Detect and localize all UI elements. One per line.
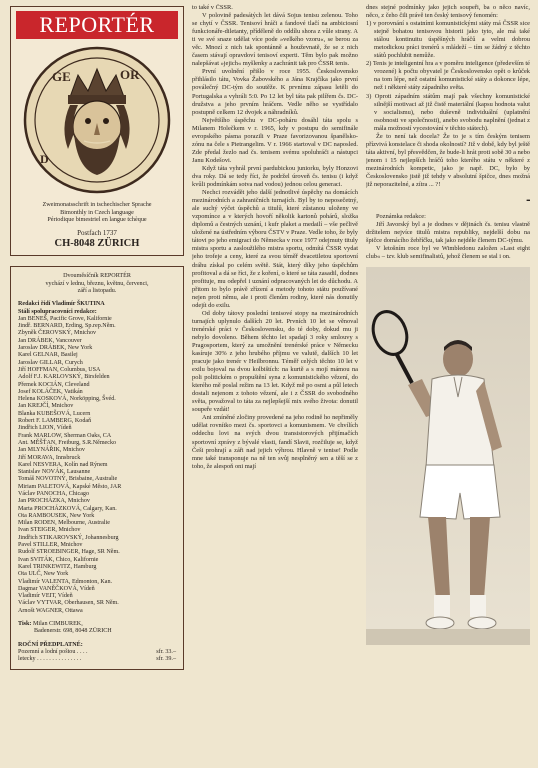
right-column <box>366 4 530 766</box>
print-label: Tisk: <box>18 621 32 628</box>
contributor-name: Karel TRINKEWITZ, Hamburg <box>18 563 97 570</box>
svg-text:GE: GE <box>52 69 71 84</box>
price-value: sfr. 33.– <box>156 648 176 655</box>
article-paragraph: V polovině padesátých let dává Sojus tenisu zelenou. Toho se chytí v ČSSR. Tenisoví hráči a fandové tlačí na ambiciosní funkcionáře-diletanty, příděleně do oddílu shora z vůle strany. A ti ve své snaze udělat více pode »velkého vzoru«, se berou za věc. Mnozí z nich tak spontánně a houževnatě, že se z nich časem stávají opravdoví tenisoví experti. Těm bylo pak možno nalepšávat »jejich« myšlenky a zachránit tak pro ČSSR tenis. <box>192 12 358 68</box>
reasons-list <box>366 20 530 133</box>
contributor-name: Ivan STEIGER, Mnichov <box>18 527 81 534</box>
postfach: Postfach 1737 <box>77 228 117 237</box>
masthead-intro <box>18 273 176 295</box>
contributor-name: Jan BENEŠ, Pacific Grove, Kalifornie <box>18 315 112 322</box>
masthead-box <box>10 266 184 669</box>
contributor-name: Přemek KOCIÁN, Cleveland <box>18 381 90 388</box>
price-row <box>18 649 176 656</box>
contributor-name: Jaroslav GILLAR, Curych <box>18 359 83 366</box>
article-paragraph: Od doby tátovy poslední tenisové stopy na mezinárodních turnajích uplynulo dalších 20 let. Prvních 10 let se věnoval trenérské práci v Československu, do té doby, dokud mu ji nebylo dovoleno. Během těchto let spadají 3 roky smlouvy s Pragosportem, který za umožnění trenérské práce v Německu kasíruje 30% z jeho hrubého příjmu ve valutě, dalších 10 let pracuje jako trenér v Heilbronnu. Téměř celých těchto 10 let v exilu bojoval na dvou kolbištích: na kurtě a s mojí mámou na poli politickém o propuštění syna z komunistického vězení, do kterého mě poslal režim na 13 let. Když mě po osmi a půl letech dostali nejenom z tohoto vězení, ale i z ČSSR do svobodného světa, považoval to táta za nejlepšejší mix svého života: donutil soupeře vzdát! <box>192 309 358 414</box>
contributor-name: Dagmar VANĚČKOVÁ, Vídeň <box>18 585 95 592</box>
end-mark <box>366 189 530 207</box>
publisher-line: Bimonthly in Czech language <box>60 208 134 216</box>
publisher-line: Zweimonatsschrift in tschechischer Sprache <box>42 201 152 208</box>
article-paragraph: Že to není tak docela? Že to je s tím českým tenisem přízvivá konstelace či shoda okolností? Již v době, kdy byl ještě táta aktivní, byl přesvědčen, že bude-li hrát proti sobě 30 a nebo jenom i 15 nejlepších hráčů toho kterého státu v některé z mezinárodních kompetic, jako je např. DC, bylo by Československo jistě již tehdy v absolutní špičce, dnes možná již neporazitelné, a zítra ... ?! <box>366 132 530 189</box>
middle-column <box>192 4 358 766</box>
tennis-player-image <box>366 267 530 645</box>
contributor-name: Václav VYTVAR, Oberhausen, SR Něm. <box>18 600 119 607</box>
contributor-name: Jindřich STIKAROVSKÝ, Johannesburg <box>18 534 119 541</box>
contributor-name: Jiří MORAVA, Innsbruck <box>18 454 81 461</box>
contributor-name: Jan DRÁBEK, Vancouver <box>18 337 82 344</box>
intro-line: vychází v lednu, březnu, květnu, červenci, <box>45 280 149 287</box>
end-mark-glyphs: ▪▪▪▪ <box>526 198 530 205</box>
tennis-player-photo <box>366 267 530 645</box>
contributor-name: Rudolf STROEBINGER, Hage, SR Něm. <box>18 549 120 556</box>
article-paragraph: to také v ČSSR. <box>192 4 233 11</box>
contributor-name: Jiří HOFFMAN, Columbus, USA <box>18 366 101 373</box>
contributors-list <box>18 316 176 615</box>
contributor-name: Jaroslav DRÁBEK, New York <box>18 345 93 352</box>
contributor-name: Jan MLYNÁŘIK, Mnichov <box>18 447 85 454</box>
contributor-name: Jindřich LION, Vídeň <box>18 425 72 432</box>
contributor-name: Milan RODEN, Melbourne, Australie <box>18 520 110 527</box>
price-label: letecky . . . . . . . . . . . . . . . <box>18 656 82 663</box>
contributor-name: Miriam PALETOVÁ, Kapské Město, JAR <box>18 483 122 490</box>
article-paragraph: dnes stejné podmínky jako jejich soupeři, ba o něco navíc, něco, z čeho čili právě ten český tenisový fenomén: <box>366 4 530 20</box>
contributor-name: Jan PROCHÁZKA, Mnichov <box>18 498 90 505</box>
list-item: 3) Oproti západním státům mají pak všechny komunistické silnější motivaci až již čistě materiální (kapsu hodnota valut v socialismu), nebo duševně individuální (uplatnění osobnosti ve společnosti), anebo svobodu naplnění (jednat z mála možností vycestování v těchto státech). <box>366 92 530 132</box>
editorial-note <box>366 213 530 261</box>
print-line: Badenerstr. 698, 8048 ZÜRICH <box>34 628 112 635</box>
contributor-name: Zbyněk ČEROVSKÝ, Mnichov <box>18 330 97 337</box>
contributor-name: Helena KOSKOVÁ, Norköpping, Švéd. <box>18 396 116 403</box>
publisher-line: Périodique bimestriel en langue tchèque <box>47 216 147 224</box>
article-paragraph: Když táta vyhrál první pardubickou juniorku, byly Honzovi dva roky. Dá se tedy říci, že podržel úroveň čs. tenisu (i když kvůli podmínkám sotva nad vodou) jednou celou generaci. <box>192 164 358 189</box>
contributor-name: Václav PANOCHA, Chicago <box>18 490 90 497</box>
contributor-name: Blanka KUBEŠOVÁ, Lucern <box>18 410 91 417</box>
publisher-city: CH-8048 ZÜRICH <box>54 238 140 250</box>
logo-box <box>10 6 184 256</box>
article-paragraph: První uvolnění přišlo v roce 1955. Československo přihlásilo tátu, Vovka Žabovského a Jána Krajčíka jako první poválečný DC-tým do soutěže. K prvnímu zápasu letěli do Portugalska a vyhráli 5:0. Po 12 let byl táta pak pilířem čs. DC-družstva a jeho prvním hráčem. Vedle něho se vystřídalo postupně celkem 12 dvojek a náhradníků. <box>192 68 358 116</box>
logo-title: REPORTÉR <box>16 11 178 39</box>
subscription-label: ROČNÍ PŘEDPLATNÉ: <box>18 641 83 648</box>
contributor-name: Frank MARLOW, Sherman Oaks, CA <box>18 432 112 439</box>
contributor-name: Josef KOLÁČEK, Vatikán <box>18 388 83 395</box>
contributor-name: Jindř. BERNARD, Erding, Sp.rep.Něm. <box>18 323 116 330</box>
contributor-name: Karel NESVERA, Kolín nad Rýnem <box>18 461 108 468</box>
contributor-name: Adolf F.J. KARLOVSKÝ, Birsfelden <box>18 374 110 381</box>
svg-text:OR: OR <box>120 67 140 82</box>
contributor-name: Karel GELNAR, Basilej <box>18 352 78 359</box>
price-label: Pozemní a lodní poštou . . . . <box>18 648 88 655</box>
article-paragraph: Nechci rozvádět jeho další jednotlivé úspěchy na domácích mezinárodních a zahraničních turnajích. Byl by to neposečetný, ale suchý výčet úspěchů a titulů, které zůstanou uloženy ve vzpomínce a v kterých hovoří několik kartonů pohárů, složka diplomů a čestných uznání, i kufr plaket a medailí – vše pečlivě uložené na ústředním výboru ČSTV v Praze. Vedle toho, že byly tátovi po jeho emigraci do Německa v roce 1977 odejmuty tituly mistra sportu a zasloužilého mistra sportu, odmítá ČSSR vydat jeho trofeje a ceny, které za svou téměř dvacetiletou sportovní dráhu získal po celém světě. Stát, který díky jeho úspěchům profitoval a dá se říci, že z koření, o které se táta zasadil, dodnes profituje, mu odepřel i uznání odpracovaných let do důchodu. A přitom to bylo právě zřízení a metody tohoto státu používané nejen proti němu, ale i proti členům rodiny, které nás donutily odejít do exilu. <box>192 189 358 309</box>
contributor-name: Jan KREJČÍ, Mnichov <box>18 403 74 410</box>
editorial-paragraph: V letošním roce byl ve Wimbledonu založen »Last eight club« – tzv. klub semifinalistů, jehož členem se stal i on. <box>366 245 530 261</box>
contributor-name: Pavel STILLER, Mnichov <box>18 542 83 549</box>
contributor-name: Marta PROCHÁZKOVÁ, Calgary, Kan. <box>18 505 117 512</box>
editorial-paragraph: Jiří Javorský byl a je dodnes v dějinách čs. tenisu vlastně držitelem nejvíce titulů mistra republiky, nejdelší dobu na špičce domácího žebříčku, tak jako nejdéle členem DC-týmu. <box>366 221 530 245</box>
contributor-name: Ota RAMBOUSEK, New York <box>18 512 95 519</box>
list-item: 1) v porovnání s ostatními komunistickými státy má ČSSR sice stejně bohatou tenisovou historii jako tyto, ale má také stálou kontinuitu úspěšných hráčů a velmi dobrou metodickou práci trenérů s mládeží – tím se žádný z těchto států pochlubit nemůže. <box>366 20 530 60</box>
intro-line: září a listopadu. <box>77 287 117 294</box>
contributors-label: Stálí spolupracovníci redakce: <box>18 308 97 315</box>
contributor-name: Ivan SVITÁK, Chico, Kalifornie <box>18 556 99 563</box>
contributor-name: Ant. MĚŠŤAN, Freiburg, S.R.Německo <box>18 439 117 446</box>
contributor-name: Tomáš NOVOTNÝ, Brisbaine, Australie <box>18 476 118 483</box>
contributor-name: Arnošt WAGNER, Ottawa <box>18 607 83 614</box>
article-paragraph: Ani zmíněné zločiny provedené na jeho rodině ho nepřiměly udělat rovnítko mezi čs. sportovci a komunismem. Ve chvílích oddechu lovi na svých dvou transistorových přijímačích sportovní zprávy z bývalé vlasti, fandí Slavii, rozčiluje se, když Češi prohrají a záři nad jejich výhrou. Hlavně v tenise! Podle mne také transponuje na ně ten svůj nesplněný sen a těší se z toho, že alespoň oni mají <box>192 414 358 470</box>
coin-emblem-icon <box>22 45 172 195</box>
contributor-name: Vladimír VEIT, Vídeň <box>18 593 73 600</box>
publisher-info <box>16 201 178 237</box>
editorial-title: Poznámka redakce: <box>376 213 426 221</box>
price-value: sfr. 39.– <box>156 656 176 663</box>
svg-text:D: D <box>40 152 49 166</box>
contributor-name: Robert F. LAMBERG, Kodaň <box>18 418 92 425</box>
article-paragraph: Největšího úspěchu v DC-poháru dosáhl táta spolu s Milanem Holečkem v r. 1965, kdy v postupu do semifinále evropského pásma porazili v Praze favorizovanou španělsko-zónu na čele s Pietrangelim. V r. 1966 startoval v DC naposled. Zde předal žezlo nad čs. tenisem svému spoluhráči a nástupci Janu Kodešovi. <box>192 116 358 164</box>
price-row <box>18 656 176 663</box>
list-item: 2) Tenis je inteligentní hra a v poměru inteligence (především té vrozené) k počtu obyvatel je Československo opět o krůček na tom lépe, než ostatní komunistické státy a dokonce lépe, než i některé státy západního světa. <box>366 60 530 92</box>
contributor-name: Stanislav NOVÁK, Lausanne <box>18 469 91 476</box>
contributor-name: Ota ULČ, New York <box>18 571 69 578</box>
intro-line: Dvouměsíčník REPORTÉR <box>63 273 131 280</box>
editor-label: Redakci řídí Vladimír ŠKUTINA <box>18 301 105 308</box>
print-line: Milan CIMBUREK, <box>32 621 83 628</box>
contributor-name: Vladimír VALENTA, Edmonton, Kan. <box>18 578 113 585</box>
left-column <box>10 6 184 762</box>
